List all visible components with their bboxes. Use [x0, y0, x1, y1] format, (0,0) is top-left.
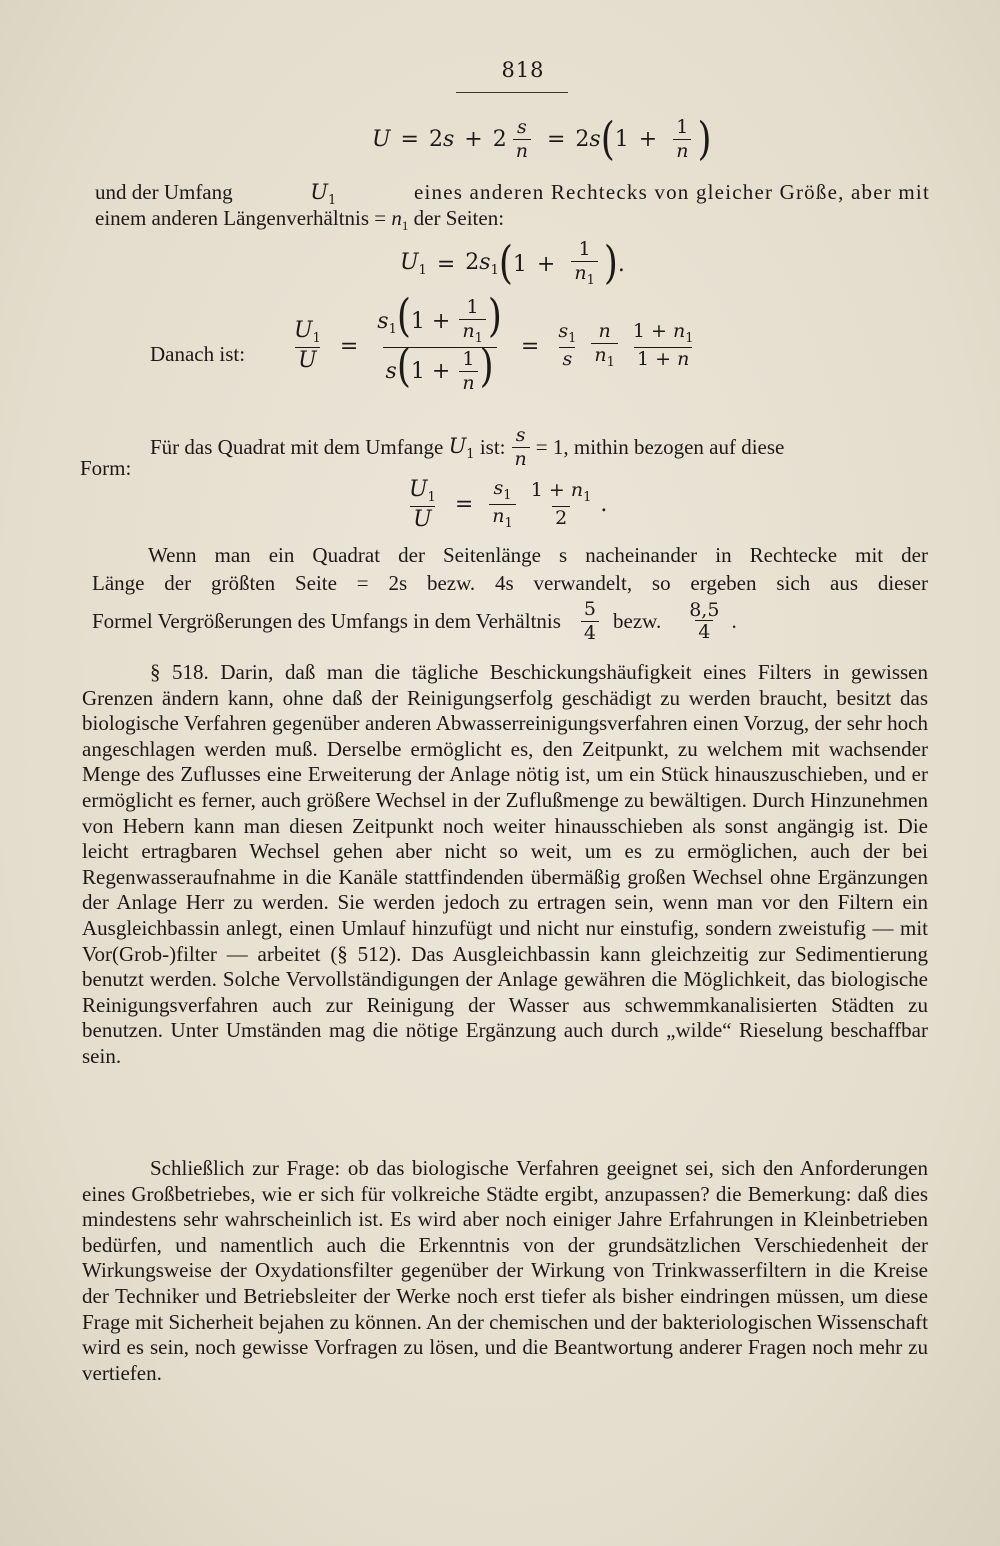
- formula-square-form: $\frac{U_1}{U}$ = $\frac{s_1}{n_1}$ $\frac{1 + n_1}{2}$ .: [409, 476, 608, 532]
- closing-paragraph: Schließlich zur Frage: ob das biologische Verfahren geeignet sei, sich den Anforderungen eines Großbetriebes, wie er sich für volkreiche Städte ergibt, anzupassen? die Bemerkung: daß dies mindestens sehr wahrscheinlich ist. Es wird aber noch einiger Jahre Erfahrungen in Kleinbetrieben bedürfen, und namentlich auch die Erkenntnis von der grundsätzlichen Verschiedenheit der Wirkungsweise der Oxydationsfilter gegenüber der Wirkung von Trinkwasserfiltern in die Kreise der Techniker und Betriebsleiter der Werke noch erst tiefer als bisher eindringen müssen, um diese Frage mit Sicherheit bejahen zu können. An der chemischen und der bakteriologischen Wissenschaft wird es sein, noch gewisse Vorfragen zu lösen, und die Beantwortung anderer Fragen noch mehr zu vertiefen.: [82, 1156, 928, 1385]
- wenn-line-1: Wenn man ein Quadrat der Seitenlänge s nacheinander in Rechtecke mit der: [148, 543, 928, 567]
- formula-perimeter-other-rectangle: $U_1$ = $2s_1$ ( 1 + $\frac{1}{n_1}$ ) .: [400, 237, 625, 290]
- quadrat-line: Für das Quadrat mit dem Umfange $U_1$ ist: $\frac{s}{n}$ = 1 , mithin bezogen auf diese: [150, 424, 785, 470]
- page-number: 818: [501, 58, 545, 82]
- danach-label: Danach ist:: [150, 342, 246, 366]
- wenn-line-3: Formel Vergrößerungen des Umfangs in dem Verhältnis $\frac{5}{4}$ bezw. $\frac{8,5}{4}$ .: [92, 598, 737, 644]
- section-518-paragraph: § 518. Darin, daß man die tägliche Beschickungshäufigkeit eines Filters in gewissen Grenzen ändern kann, ohne daß der Reinigungserfolg geschädigt zu werden braucht, besitzt das biologische Verfahren gegenüber anderen Abwasserreinigungsverfahren einen Vorzug, der sehr hoch angeschlagen werden muß. Derselbe ermöglicht es, den Zeitpunkt, zu welchem mit wachsender Menge des Zuflusses eine Erweiterung der Anlage nötig ist, um ein Stück hinauszuschieben, und er ermöglicht es ferner, auch größere Wechsel in der Zuflußmenge zu bewältigen. Durch Hinzunehmen von Hebern kann man diesen Zeitpunkt noch weiter hinausschieben als sonst angängig ist. Die leicht ertragbaren Wechsel gehen aber nicht so weit, um es zu ermöglichen, auch der bei Regenwasseraufnahme in die Kanäle stattfindenden übermäßig großen Wechsel ohne Ergänzungen der Anlage Herr zu werden. Sie werden jedoch zu ertragen sein, wenn man vor den Filtern ein Ausgleichbassin anlegt, einen Umlauf hinzufügt und nicht nur einstufig, sondern zweistufig — mit Vor(Grob-)filter — arbeitet (§ 512). Das Ausgleichbassin kann gleichzeitig zur Sedimentierung benutzt werden. Solche Vervollständigungen der Anlage gewähren die Möglichkeit, das biologische Reinigungsverfahren auch zur Reinigung der Wasser aus schwemmkanalisierten Städten zu benutzen. Unter Umständen mag die nötige Ergänzung auch durch „wilde“ Rieselung beschaffbar sein.: [82, 660, 928, 1068]
- formula-perimeter-rectangle: U = 2s + 2 $\frac{s}{n}$ = 2s ( 1 + $\frac{1}{n}$ ): [372, 113, 712, 165]
- form-label: Form:: [80, 456, 132, 480]
- wenn-line-2: Länge der größten Seite = 2s bezw. 4s verwandelt, so ergeben sich aus dieser: [92, 571, 928, 595]
- formula-ratio-perimeters: $\frac{U_1}{U}$ = $s_1(1$ + $\frac{1}{n_1}$ ) s(1 + $\frac{1}{n}$ ) = $\frac{s_1}{s}$ $\frac{n}{n_1}$ $\frac{1 + n_1}{1 + n}$: [294, 290, 694, 395]
- intro-line-1: und der Umfang $U_1$ eines anderen Rechtecks von gleicher Größe, aber mit: [95, 180, 930, 208]
- page-number-rule: [456, 92, 568, 93]
- intro-line-2: einem anderen Längenverhältnis = $n_1$ der Seiten:: [95, 206, 505, 233]
